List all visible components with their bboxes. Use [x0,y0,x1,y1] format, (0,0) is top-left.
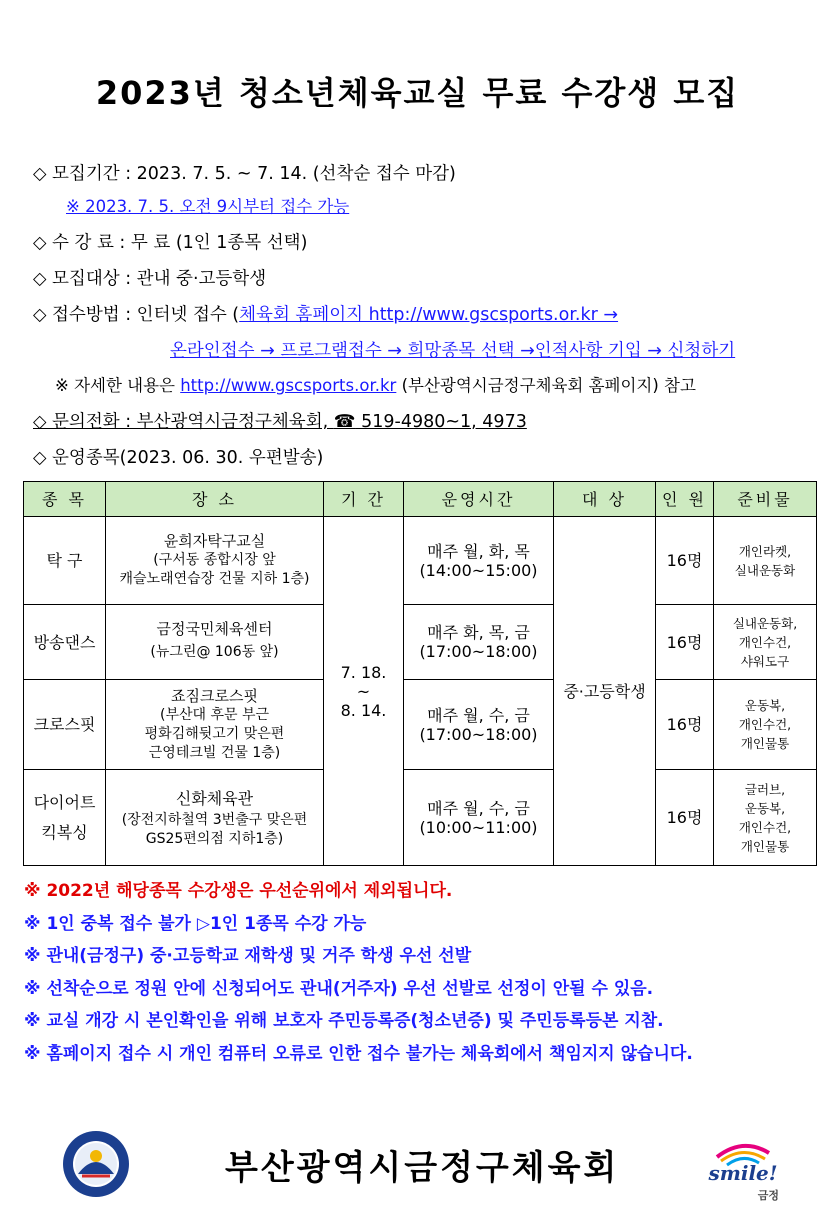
phone-prefix: ◇ 문의전화 : 부산광역시금정구체육회, [33,412,334,432]
header-sport: 종 목 [24,482,106,517]
smile-sub: 금정 [757,1189,779,1202]
period-cell: 7. 18. ~ 8. 14. [324,517,404,866]
recruit-period: ◇ 모집기간 : 2023. 7. 5. ~ 7. 14. (선착순 접수 마감) [33,164,456,184]
items-cell: 글러브, 운동복, 개인수건, 개인물통 [714,770,817,866]
table-row [24,770,817,866]
table-row [24,680,817,770]
sports-council-emblem-icon [62,1130,130,1198]
count-cell: 16명 [656,680,714,770]
note-item: ※ 교실 개강 시 본인확인을 위해 보호자 주민등록증(청소년증) 및 주민등록등본 지참. [24,1011,664,1031]
sport-cell: 방송댄스 [24,605,106,680]
period-note: ※ 2023. 7. 5. 오전 9시부터 접수 가능 [66,197,350,216]
place-cell: 금정국민체육센터 (뉴그린@ 106동 앞) [106,605,324,680]
homepage-link[interactable]: 체육회 홈페이지 http://www.gscsports.or.kr → [239,305,619,325]
items-cell: 운동복, 개인수건, 개인물통 [714,680,817,770]
method-prefix: ◇ 접수방법 : 인터넷 접수 ( [33,305,240,325]
course-table [23,481,817,866]
method-line [33,301,618,326]
place-cell: 신화체육관 (장전지하철역 3번출구 맞은편 GS25편의점 지하1층) [106,770,324,866]
place-cell: 죠짐크로스핏 (부산대 후문 부근 평화김해뒷고기 맞은편 근영테크빌 건물 1층) [106,680,324,770]
target-line: ◇ 모집대상 : 관내 중·고등학생 [33,269,267,289]
header-count: 인 원 [656,482,714,517]
detail-line [55,372,696,396]
table-row [24,605,817,680]
page-title: 2023년 청소년체육교실 무료 수강생 모집 [95,74,740,112]
place-cell: 윤희자탁구교실 (구서동 종합시장 앞 캐슬노래연습장 건물 지하 1층) [106,517,324,605]
method-steps: 온라인접수 → 프로그램접수 → 희망종목 선택 →인적사항 기입 → 신청하기 [170,341,736,361]
note-item: ※ 2022년 해당종목 수강생은 우선순위에서 제외됩니다. [24,881,453,901]
smile-geumjeong-logo [703,1135,783,1205]
time-cell: 매주 월, 수, 금 (10:00~11:00) [404,770,554,866]
header-time: 운영시간 [404,482,554,517]
time-cell: 매주 화, 목, 금 (17:00~18:00) [404,605,554,680]
count-cell: 16명 [656,517,714,605]
header-target: 대 상 [554,482,656,517]
time-cell: 매주 월, 수, 금 (17:00~18:00) [404,680,554,770]
note-item: ※ 1인 중복 접수 불가 ▷1인 1종목 수강 가능 [24,913,367,934]
program-line: ◇ 운영종목(2023. 06. 30. 우편발송) [33,448,324,468]
note-item: ※ 홈페이지 접수 시 개인 컴퓨터 오류로 인한 접수 불가는 체육회에서 책임지지 않습니다. [24,1043,693,1064]
header-period: 기 간 [324,482,404,517]
table-row [24,517,817,605]
target-cell: 중·고등학생 [554,517,656,866]
note-item: ※ 선착순으로 정원 안에 신청되어도 관내(거주자) 우선 선발로 선정이 안될 수 있음. [24,978,654,999]
note-item: ※ 관내(금정구) 중·고등학교 재학생 및 거주 학생 우선 선발 [24,946,472,966]
detail-prefix: ※ 자세한 내용은 [55,376,181,395]
count-cell: 16명 [656,605,714,680]
phone-number: 519-4980~1, 4973 [355,412,527,432]
detail-url-link[interactable]: http://www.gscsports.or.kr [180,376,397,395]
phone-icon: ☎ [333,412,356,432]
count-cell: 16명 [656,770,714,866]
fee-line: ◇ 수 강 료 : 무 료 (1인 1종목 선택) [33,233,308,253]
detail-suffix: (부산광역시금정구체육회 홈페이지) 참고 [396,376,696,395]
sport-cell: 탁 구 [24,517,106,605]
sport-cell: 다이어트 킥복싱 [24,770,106,866]
header-items: 준비물 [714,482,817,517]
time-cell: 매주 월, 화, 목 (14:00~15:00) [404,517,554,605]
items-cell: 실내운동화, 개인수건, 샤워도구 [714,605,817,680]
phone-line [33,408,527,433]
smile-text: smile! [708,1161,778,1185]
notes-list [24,875,824,1070]
sport-cell: 크로스핏 [24,680,106,770]
header-place: 장 소 [106,482,324,517]
items-cell: 개인라켓, 실내운동화 [714,517,817,605]
organization-name: 부산광역시금정구체육회 [225,1148,620,1188]
